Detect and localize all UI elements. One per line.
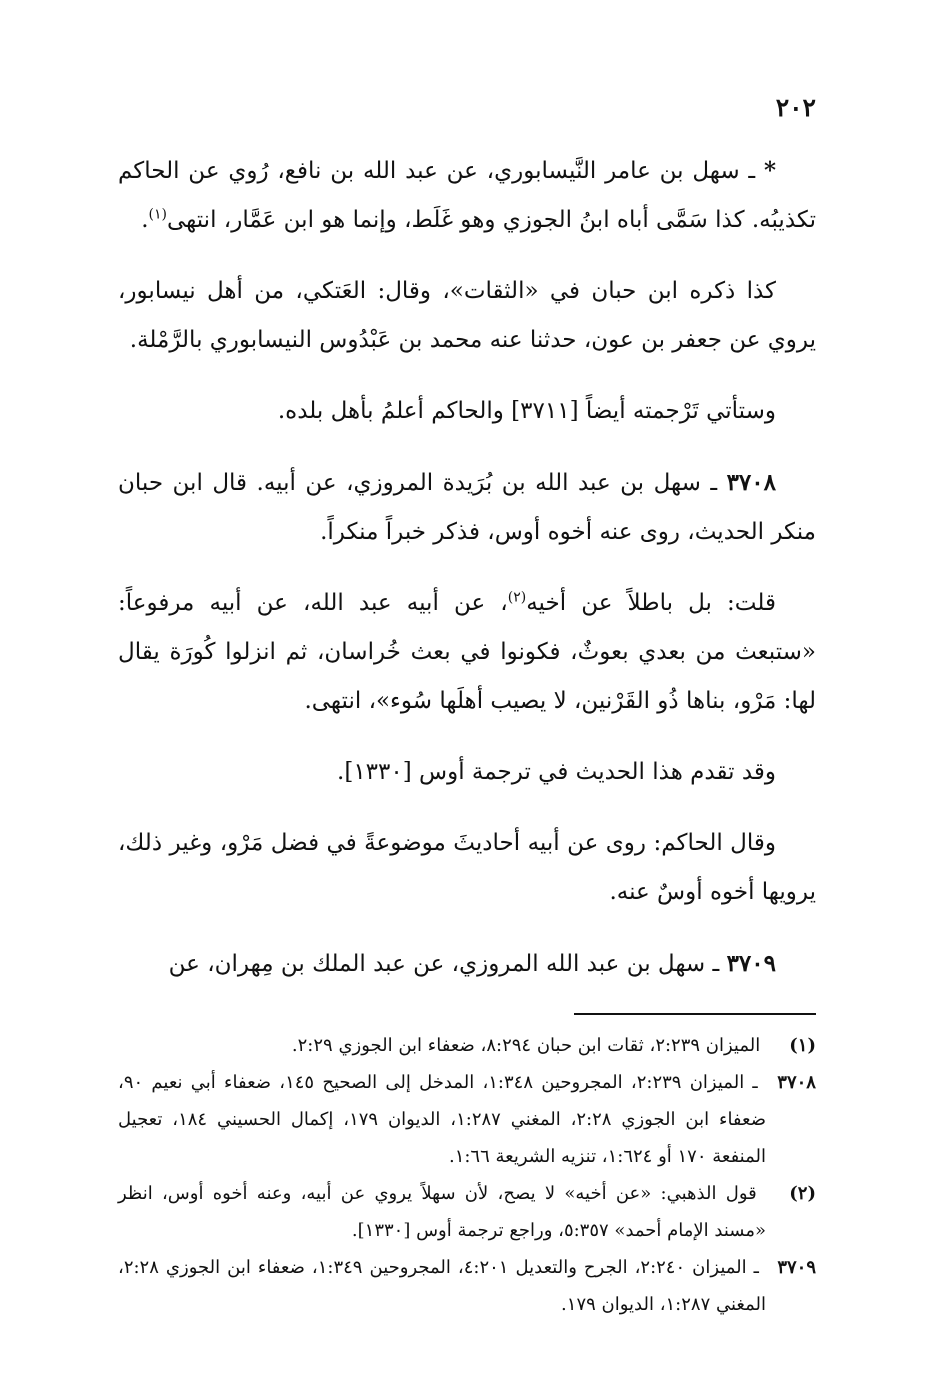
entry-text-end: .	[141, 207, 149, 233]
footnote-number: ٣٧٠٨	[777, 1072, 816, 1093]
footnote	[118, 1249, 816, 1323]
footnote-text: الميزان ٢:٢٣٩، ثقات ابن حبان ٨:٢٩٤، ضعفاء ابن الجوزي ٢:٢٩.	[291, 1035, 761, 1056]
entry-3708	[118, 458, 816, 557]
entry-text: ـ سهل بن عبد الله المروزي، عن عبد الملك بن مِهران، عن	[168, 951, 727, 977]
book-page	[118, 88, 816, 1323]
entry-text: ـ سهل بن عامر النَّيسابوري، عن عبد الله بن نافع، رُوي عن الحاكم تكذيبُه. كذا سَمَّى أباه ابنُ الجوزي وهو غَلَط، وإنما هو ابن عَمَّار، انتهى	[118, 158, 816, 233]
paragraph	[118, 579, 816, 726]
paragraph-text: قلت: بل باطلاً عن أخيه	[526, 590, 776, 616]
paragraph: كذا ذكره ابن حبان في «الثقات»، وقال: العَتكي، من أهل نيسابور، يروي عن جعفر بن عون، حدثنا عنه محمد بن عَبْدُوس النيسابوري بالرَّمْلة.	[118, 278, 816, 353]
footnote	[118, 1064, 816, 1175]
footnote	[118, 1027, 816, 1064]
paragraph: وقال الحاكم: روى عن أبيه أحاديثَ موضوعةً في فضل مَرْو، وغير ذلك، يرويها أخوه أوسٌ عنه.	[118, 830, 816, 905]
footnote-number: (١)	[789, 1035, 816, 1056]
footnote-number: (٢)	[789, 1183, 816, 1204]
entry-number: ٣٧٠٩	[726, 950, 776, 977]
entry-number: ٣٧٠٨	[726, 469, 776, 496]
footnote	[118, 1175, 816, 1249]
entry-marker: *	[763, 157, 776, 184]
footnote-ref: (١)	[148, 206, 167, 223]
footnote-ref: (٢)	[507, 589, 527, 606]
paragraph: وستأتي تَرْجمته أيضاً [٣٧١١] والحاكم أعلمُ بأهل بلده.	[277, 398, 776, 424]
paragraph: وقد تقدم هذا الحديث في ترجمة أوس [١٣٣٠].	[337, 759, 776, 785]
entry-sahl-ibn-amir	[118, 146, 816, 245]
footnote-divider	[574, 1013, 816, 1015]
footnote-text: ـ الميزان ٢:٢٤٠، الجرح والتعديل ٤:٢٠١، المجروحين ١:٣٤٩، ضعفاء ابن الجوزي ٢:٢٨، المغني ١:٢٨٧، الديوان ١٧٩.	[118, 1257, 766, 1315]
footnote-number: ٣٧٠٩	[777, 1257, 816, 1278]
footnote-text: ـ الميزان ٢:٢٣٩، المجروحين ١:٣٤٨، المدخل إلى الصحيح ١٤٥، ضعفاء أبي نعيم ٩٠، ضعفاء ابن الجوزي ٢:٢٨، المغني ١:٢٨٧، الديوان ١٧٩، إكمال الحسيني ١٨٤، تعجيل المنفعة ١٧٠ أو ١:٦٢٤، تنزيه الشريعة ١:٦٦.	[118, 1072, 767, 1167]
entry-text: ـ سهل بن عبد الله بن بُرَيدة المروزي، عن أبيه. قال ابن حبان منكر الحديث، روى عنه أخوه أوس، فذكر خبراً منكراً.	[118, 470, 816, 545]
entry-3709	[118, 939, 816, 989]
footnote-text: قول الذهبي: «عن أخيه» لا يصح، لأن سهلاً يروي عن أبيه، وعنه أخوه أوس، انظر «مسند الإمام أحمد» ٥:٣٥٧، وراجع ترجمة أوس [١٣٣٠].	[118, 1183, 766, 1241]
page-number: ٢٠٢	[775, 93, 816, 122]
paragraph-text-end: ، عن أبيه عبد الله، عن أبيه مرفوعاً: «ستبعث من بعدي بعوثٌ، فكونوا في بعث خُراسان، ثم انزلوا كُورَة يقال لها: مَرْو، بناها ذُو القَرْنين، لا يصيب أهلَها سُوء»، انتهى.	[118, 590, 816, 714]
